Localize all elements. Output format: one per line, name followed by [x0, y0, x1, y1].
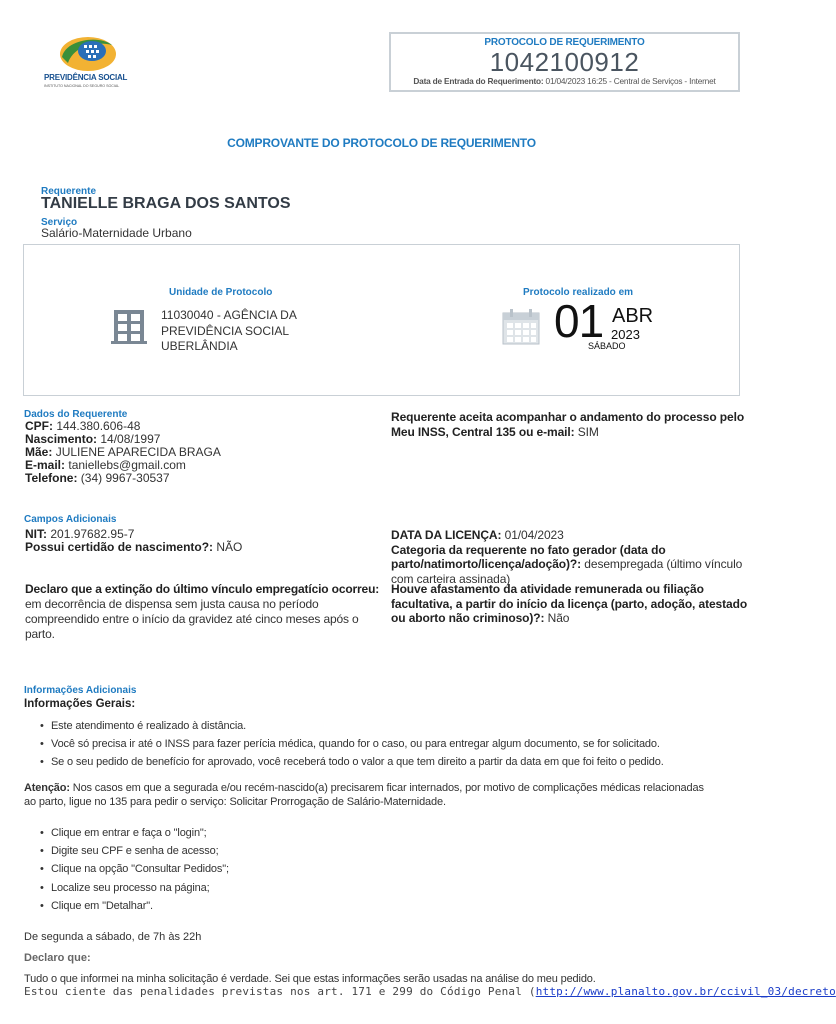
steps-list: [24, 824, 229, 915]
list-item: • Clique na opção "Consultar Pedidos";: [24, 860, 229, 878]
license-row: DATA DA LICENÇA: 01/04/2023: [391, 528, 564, 542]
mother-row: Mãe: JULIENE APARECIDA BRAGA: [25, 445, 221, 459]
protocol-month: ABR: [612, 305, 654, 327]
requester-data-label: Dados do Requerente: [24, 409, 128, 420]
declare-text: Tudo o que informei na minha solicitação é verdade. Sei que estas informações serão usadas na análise do meu pedido.: [24, 973, 596, 985]
leave-question: Houve afastamento da atividade remunerada ou filiação facultativa, a partir do início da licença (parto, adoção, atestado ou aborto não criminoso)?: Não: [391, 582, 748, 625]
additional-fields-label: Campos Adicionais: [24, 514, 117, 525]
service-value: Salário-Maternidade Urbano: [41, 226, 192, 240]
service-hours: De segunda a sábado, de 7h às 22h: [24, 931, 202, 943]
birth-row: Nascimento: 14/08/1997: [25, 432, 161, 446]
requester-data: [25, 420, 375, 485]
planalto-link[interactable]: http://www.planalto.gov.br/ccivil_03/decreto: [535, 985, 836, 998]
calendar-icon: [502, 309, 540, 345]
logo-brand: PREVIDÊNCIA SOCIAL: [44, 73, 128, 82]
general-info-list: [24, 717, 664, 772]
nit-cert: [25, 528, 375, 554]
list-item: • Localize seu processo na página;: [24, 879, 229, 897]
logo-subtitle: INSTITUTO NACIONAL DO SEGURO SOCIAL: [44, 84, 120, 88]
list-item: • Se o seu pedido de benefício for aprovado, você receberá todo o valor a que tem direito a partir da data em que foi feito o pedido.: [24, 753, 664, 771]
list-item: • Digite seu CPF e senha de acesso;: [24, 842, 229, 860]
protocol-weekday: SÁBADO: [588, 341, 626, 351]
accept-follow-up: Requerente aceita acompanhar o andamento do processo pelo Meu INSS, Central 135 ou e-mail: SIM: [391, 410, 745, 439]
additional-info-label: Informações Adicionais: [24, 685, 137, 696]
email-row: E-mail: taniellebs@gmail.com: [25, 458, 186, 472]
list-item: • Clique em "Detalhar".: [24, 897, 229, 915]
protocol-entry-date: Data de Entrada do Requerimento: 01/04/2023 16:25 - Central de Serviços - Internet: [413, 76, 716, 86]
extinction-declaration: Declaro que a extinção do último vínculo empregatício ocorreu: em decorrência de dispensa sem justa causa no período compreendido entre o início da gravidez até cinco meses após o parto.: [25, 582, 380, 641]
service-label: Serviço: [41, 217, 78, 228]
protocol-box: [389, 32, 740, 92]
previdencia-logo-icon: [40, 33, 135, 75]
nit-row: NIT: 201.97682.95-7: [25, 527, 135, 541]
protocol-day: 01: [554, 295, 604, 347]
phone-row: Telefone: (34) 9967-30537: [25, 471, 170, 485]
list-item: • Clique em entrar e faça o "login";: [24, 824, 229, 842]
penal-notice: Estou ciente das penalidades previstas nos art. 171 e 299 do Código Penal (http://www.planalto.gov.br/ccivil_03/decreto: [24, 985, 836, 998]
requester-label: Requerente: [41, 186, 97, 197]
date-label: Protocolo realizado em: [523, 287, 634, 298]
building-icon: [111, 309, 147, 344]
list-item: • Você só precisa ir até o INSS para fazer perícia médica, quando for o caso, ou para entregar algum documento, se for solicitado.: [24, 735, 664, 753]
document-title: COMPROVANTE DO PROTOCOLO DE REQUERIMENTO: [227, 136, 536, 150]
list-item: • Este atendimento é realizado à distância.: [24, 717, 664, 735]
protocol-title: PROTOCOLO DE REQUERIMENTO: [484, 37, 645, 48]
general-info-title: Informações Gerais:: [24, 698, 136, 710]
cert-row: Possui certidão de nascimento?: NÃO: [25, 540, 243, 554]
protocol-year: 2023: [611, 327, 640, 342]
unit-label: Unidade de Protocolo: [169, 287, 273, 298]
protocol-number: 1042100912: [489, 47, 640, 77]
declare-title: Declaro que:: [24, 952, 91, 964]
license-category: DATA DA LICENÇA: 01/04/2023 Categoria da requerente no fato gerador (data do parto/natimorto/licença/adoção)?: desempregada (último vínculo com carteira assinada): [391, 528, 766, 586]
inss-logo: [40, 33, 135, 93]
attention-note: Atenção: Nos casos em que a segurada e/ou recém-nascido(a) precisarem ficar internados, por motivo de complicações médicas relacionadas ao parto, ligue no 135 para pedir o serviço: Solicitar Prorrogação de Salário-Maternidade.: [24, 782, 704, 808]
requester-name: TANIELLE BRAGA DOS SANTOS: [41, 195, 291, 212]
cpf-row: CPF: 144.380.606-48: [25, 419, 141, 433]
unit-address: 11030040 - AGÊNCIA DA PREVIDÊNCIA SOCIAL UBERLÂNDIA: [161, 308, 297, 353]
